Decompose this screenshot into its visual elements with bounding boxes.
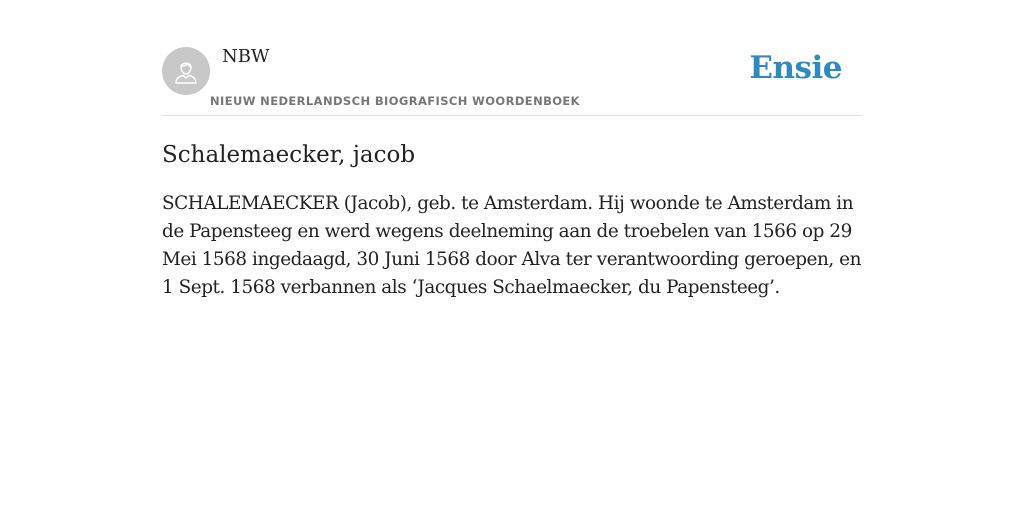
source-avatar[interactable]: [162, 47, 210, 95]
brand-logo-link[interactable]: Ensie: [749, 50, 842, 86]
entry-body: SCHALEMAECKER (Jacob), geb. te Amsterdam. Hij woonde te Amsterdam in de Papensteeg en werd wegens deelneming aan de troebelen van 1566 op 29 Mei 1568 ingedaagd, 30 Juni 1568 door Alva ter verantwoording geroepen, en 1 Sept. 1568 verbannen als ‘Jacques Schaelmaecker, du Papensteeg’.: [162, 193, 862, 298]
source-full-name[interactable]: NIEUW NEDERLANDSCH BIOGRAFISCH WOORDENBOEK: [210, 94, 580, 108]
source-name[interactable]: NBW: [222, 46, 270, 67]
user-silhouette-icon: [171, 56, 201, 86]
source-header: [162, 40, 862, 116]
entry-title: Schalemaecker, jacob: [162, 142, 416, 168]
entry-card: [162, 40, 862, 302]
